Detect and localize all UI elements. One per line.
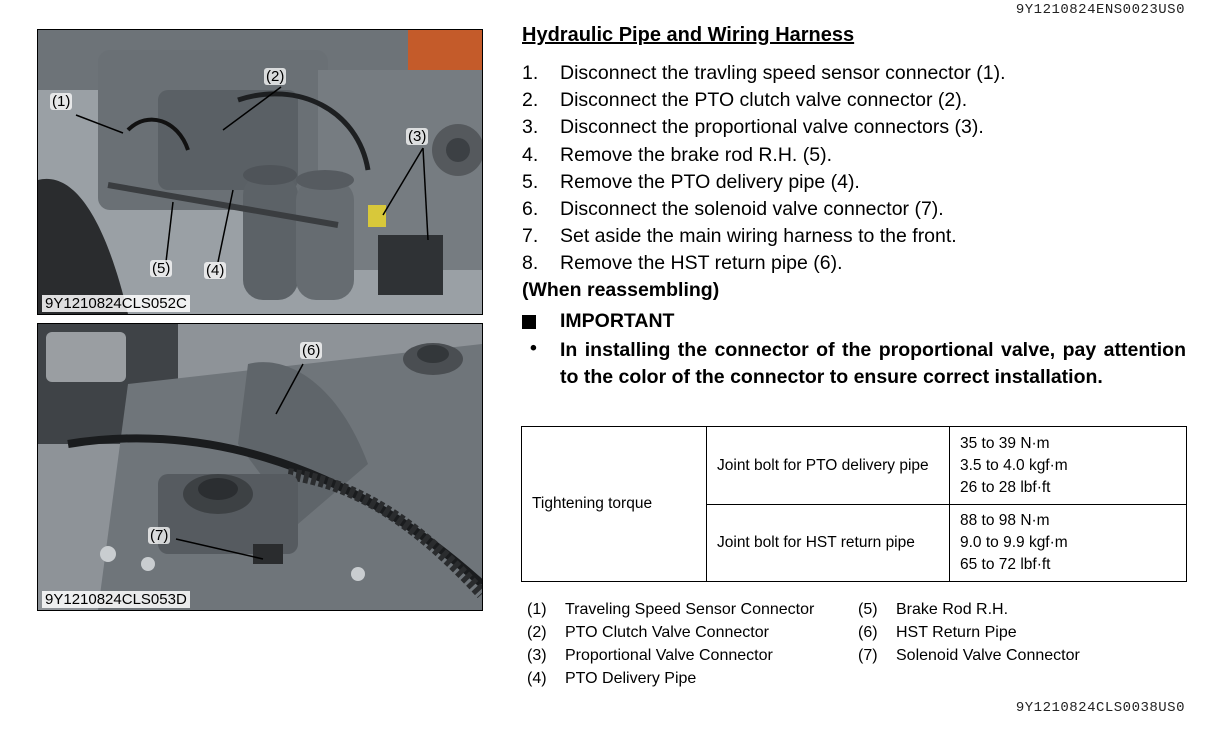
step-number: 5. [522, 170, 539, 193]
step-number: 1. [522, 62, 539, 84]
step-text: Set aside the main wiring harness to the front. [560, 225, 957, 248]
legend-number: (2) [527, 624, 547, 641]
callout-1: (1) [52, 93, 71, 110]
step-number: 4. [522, 143, 539, 166]
table-row [522, 427, 1187, 505]
legend-number: (3) [527, 647, 547, 664]
torque-value-nm: 88 to 98 N·m [960, 512, 1050, 529]
step-text: Remove the brake rod R.H. (5). [560, 143, 833, 166]
step-item [522, 223, 1005, 250]
torque-item-cell: Joint bolt for PTO delivery pipe [707, 427, 950, 505]
bullet-icon: • [530, 337, 537, 359]
torque-value-kgfm: 3.5 to 4.0 kgf·m [960, 456, 1068, 474]
step-number: 6. [522, 197, 539, 220]
legend-text: PTO Delivery Pipe [565, 670, 697, 687]
legend-number: (4) [527, 670, 547, 687]
legend-text: PTO Clutch Valve Connector [565, 624, 769, 641]
photo-hst-area [37, 323, 483, 611]
step-number: 2. [522, 89, 539, 112]
torque-value-lbfft: 65 to 72 lbf·ft [960, 556, 1051, 573]
torque-value-nm: 35 to 39 N·m [960, 434, 1050, 452]
document-code-top: 9Y1210824ENS0023US0 [1015, 2, 1185, 18]
reassembling-heading: (When reassembling) [522, 279, 720, 301]
callout-5: (5) [152, 260, 171, 277]
step-item [522, 114, 1005, 141]
torque-value-kgfm: 9.0 to 9.9 kgf·m [960, 534, 1068, 551]
photo-pto-area [37, 29, 483, 315]
section-title: Hydraulic Pipe and Wiring Harness [522, 24, 855, 46]
torque-item-cell: Joint bolt for HST return pipe [707, 505, 950, 582]
legend-number: (5) [858, 601, 878, 618]
procedure-steps [522, 60, 1005, 278]
step-item [522, 142, 1005, 169]
step-text: Remove the HST return pipe (6). [560, 252, 843, 275]
legend-left [527, 598, 814, 690]
important-note: In installing the connector of the proportional valve, pay attention to the color of the connector to ensure correct installation. [560, 339, 1186, 389]
step-item [522, 196, 1005, 223]
torque-value-lbfft: 26 to 28 lbf·ft [960, 478, 1051, 496]
callout-2: (2) [266, 68, 285, 85]
legend-right [858, 598, 1080, 667]
step-item [522, 60, 1005, 87]
legend-text: Proportional Valve Connector [565, 647, 773, 664]
legend-item [858, 621, 1080, 644]
torque-value-cell [950, 427, 1187, 505]
torque-label-cell: Tightening torque [522, 427, 707, 582]
callout-4: (4) [206, 262, 225, 279]
step-item [522, 250, 1005, 277]
callout-7: (7) [150, 527, 169, 544]
step-text: Disconnect the travling speed sensor connector (1). [560, 62, 1006, 84]
legend-number: (1) [527, 601, 547, 618]
step-text: Remove the PTO delivery pipe (4). [560, 170, 860, 193]
legend-item [527, 621, 814, 644]
legend-text: Traveling Speed Sensor Connector [565, 601, 815, 618]
step-number: 7. [522, 225, 539, 248]
photo-caption: 9Y1210824CLS053D [42, 591, 190, 608]
step-text: Disconnect the PTO clutch valve connector (2). [560, 89, 968, 112]
legend-text: Solenoid Valve Connector [896, 647, 1080, 664]
photo-caption: 9Y1210824CLS052C [42, 295, 190, 312]
legend-item [527, 598, 814, 621]
step-text: Disconnect the proportional valve connectors (3). [560, 116, 984, 139]
legend-item [527, 667, 814, 690]
important-heading [522, 310, 674, 333]
step-number: 3. [522, 116, 539, 139]
photo-illustration [38, 324, 482, 610]
callout-6: (6) [302, 342, 321, 359]
torque-value-cell [950, 505, 1187, 582]
important-square-icon [522, 315, 536, 329]
callout-3: (3) [408, 128, 427, 145]
legend-text: Brake Rod R.H. [896, 601, 1009, 618]
torque-table [521, 426, 1187, 582]
step-number: 8. [522, 252, 539, 275]
important-label: IMPORTANT [560, 310, 675, 332]
photo-illustration [38, 30, 482, 314]
step-text: Disconnect the solenoid valve connector (7). [560, 197, 944, 220]
legend-number: (7) [858, 647, 878, 664]
legend-number: (6) [858, 624, 878, 641]
legend-item [858, 598, 1080, 621]
legend-item [858, 644, 1080, 667]
legend-item [527, 644, 814, 667]
document-code-bottom: 9Y1210824CLS0038US0 [1015, 700, 1185, 716]
step-item [522, 87, 1005, 114]
step-item [522, 169, 1005, 196]
legend-text: HST Return Pipe [896, 624, 1017, 641]
